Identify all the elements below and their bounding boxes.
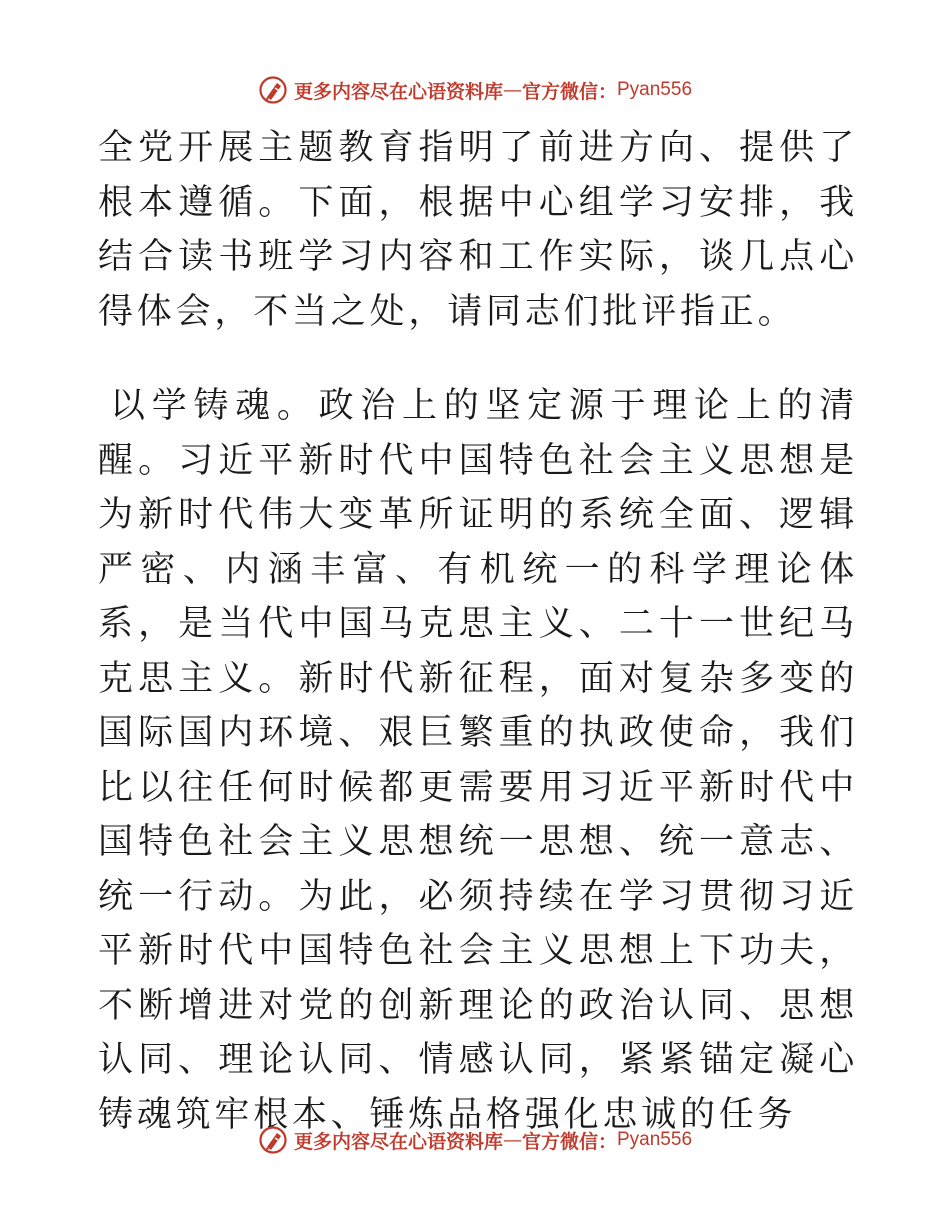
- banner-wechat-label: 官方微信：: [521, 80, 617, 103]
- paragraph-intro: 全党开展主题教育指明了前进方向、提供了根本遵循。下面，根据中心组学习安排，我结合读书班学习内容和工作实际，谈几点心得体会，不当之处，请同志们批评指正。: [98, 128, 858, 332]
- banner-wechat-label: 官方微信：: [521, 1130, 617, 1153]
- pen-nib-circle-icon: [258, 75, 288, 105]
- document-body: [98, 121, 858, 1142]
- header-banner: [0, 70, 950, 110]
- banner-title: 更多内容尽在心语资料库: [293, 1130, 503, 1153]
- banner-wechat-id: Pyan556: [617, 1129, 693, 1150]
- banner-wechat-id: Pyan556: [617, 79, 693, 100]
- banner-separator: —: [502, 79, 522, 101]
- footer-banner: [0, 1120, 950, 1160]
- banner-separator: —: [502, 1129, 522, 1151]
- paragraph-main: 以学铸魂。政治上的坚定源于理论上的清醒。习近平新时代中国特色社会主义思想是为新时代伟大变革所证明的系统全面、逻辑严密、内涵丰富、有机统一的科学理论体系，是当代中国马克思主义、二十一世纪马克思主义。新时代新征程，面对复杂多变的国际国内环境、艰巨繁重的执政使命，我们比以往任何时候都更需要用习近平新时代中国特色社会主义思想统一思想、统一意志、统一行动。为此，必须持续在学习贯彻习近平新时代中国特色社会主义思想上下功夫，不断增进对党的创新理论的政治认同、思想认同、理论认同、情感认同，紧紧锚定凝心铸魂筑牢根本、锤炼品格强化忠诚的任务: [98, 386, 858, 1135]
- pen-nib-circle-icon: [258, 1125, 288, 1155]
- banner-title: 更多内容尽在心语资料库: [293, 80, 503, 103]
